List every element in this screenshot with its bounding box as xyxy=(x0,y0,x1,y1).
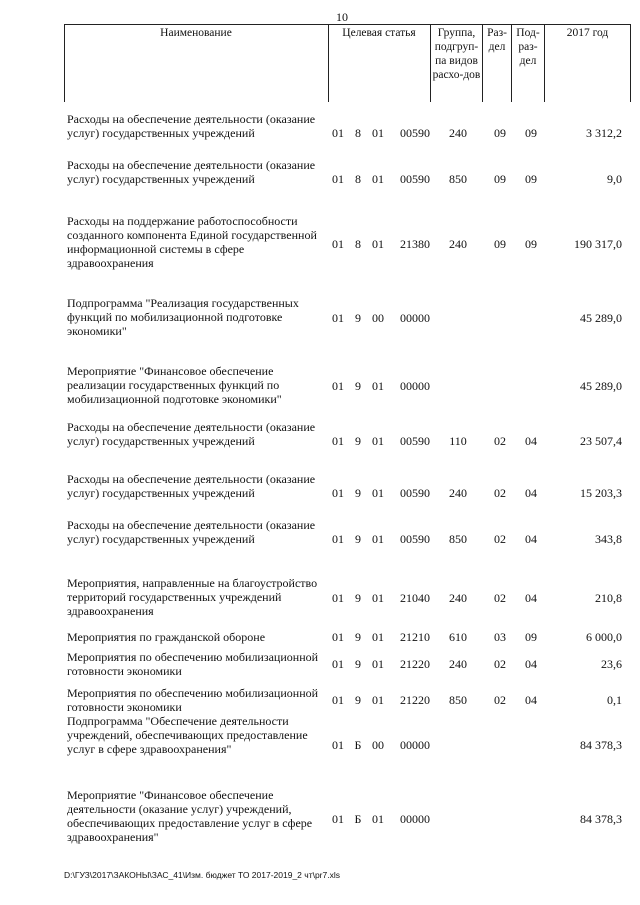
row-code-pr: 09 xyxy=(525,126,537,140)
row-code-grp: 610 xyxy=(449,630,467,644)
row-code-b: Б xyxy=(354,812,362,826)
table-row xyxy=(0,214,640,274)
row-code-rz: 02 xyxy=(494,591,506,605)
row-code-a: 01 xyxy=(332,486,344,500)
page-number: 10 xyxy=(336,10,348,24)
row-code-c: 01 xyxy=(372,237,384,251)
row-amount: 343,8 xyxy=(595,532,622,546)
row-code-d: 00000 xyxy=(400,812,430,826)
table-row xyxy=(0,518,640,560)
row-code-a: 01 xyxy=(332,657,344,671)
row-code-a: 01 xyxy=(332,434,344,448)
row-code-b: 8 xyxy=(355,126,361,140)
table-row xyxy=(0,788,640,850)
row-name: Расходы на обеспечение деятельности (оказание услуг) государственных учреждений xyxy=(67,518,316,546)
row-code-grp: 240 xyxy=(449,126,467,140)
row-code-pr: 04 xyxy=(525,434,537,448)
row-code-d: 21040 xyxy=(400,591,430,605)
table-row xyxy=(0,112,640,154)
row-code-c: 01 xyxy=(372,630,384,644)
row-code-pr: 04 xyxy=(525,591,537,605)
row-code-b: 9 xyxy=(355,311,361,325)
row-name: Мероприятие "Финансовое обеспечение реализации государственных функций по мобилизационной подготовке экономики" xyxy=(67,364,282,406)
row-amount: 23,6 xyxy=(601,657,622,671)
row-amount: 210,8 xyxy=(595,591,622,605)
row-code-a: 01 xyxy=(332,630,344,644)
row-code-d: 00590 xyxy=(400,486,430,500)
row-code-c: 01 xyxy=(372,657,384,671)
row-code-c: 01 xyxy=(372,126,384,140)
table-row xyxy=(0,296,640,340)
row-code-c: 01 xyxy=(372,591,384,605)
row-code-c: 01 xyxy=(372,486,384,500)
row-code-d: 21220 xyxy=(400,693,430,707)
row-code-d: 21380 xyxy=(400,237,430,251)
row-code-grp: 240 xyxy=(449,237,467,251)
header-target-article: Целевая статья xyxy=(342,27,416,39)
footer-file-path: D:\ГУЗ\2017\ЗАКОНЫ\ЗАС_41\Изм. бюджет ТО 2017-2019_2 чт\pr7.xls xyxy=(64,870,340,880)
row-code-b: 9 xyxy=(355,657,361,671)
row-code-b: 9 xyxy=(355,532,361,546)
row-name: Мероприятия, направленные на благоустройство территорий государственных учреждений здравоохранения xyxy=(67,576,318,618)
table-row xyxy=(0,364,640,408)
row-name: Мероприятия по обеспечению мобилизационной готовности экономики xyxy=(67,686,319,714)
row-code-d: 00590 xyxy=(400,126,430,140)
row-name: Расходы на обеспечение деятельности (оказание услуг) государственных учреждений xyxy=(67,158,316,186)
row-code-b: 8 xyxy=(355,237,361,251)
row-code-pr: 09 xyxy=(525,172,537,186)
row-name: Мероприятия по обеспечению мобилизационной готовности экономики xyxy=(67,650,319,678)
header-year: 2017 год xyxy=(566,27,609,39)
row-amount: 45 289,0 xyxy=(580,311,622,325)
table-row xyxy=(0,650,640,678)
row-code-a: 01 xyxy=(332,379,344,393)
row-code-grp: 110 xyxy=(449,434,467,448)
row-code-rz: 09 xyxy=(494,237,506,251)
row-code-c: 01 xyxy=(372,693,384,707)
row-code-a: 01 xyxy=(332,812,344,826)
row-code-grp: 240 xyxy=(449,591,467,605)
row-code-a: 01 xyxy=(332,591,344,605)
row-name: Мероприятие "Финансовое обеспечение деятельности (оказание услуг) учреждений, обеспечивающих предоставление услуг в сфере здравоохранения" xyxy=(67,788,313,844)
row-code-a: 01 xyxy=(332,693,344,707)
row-code-rz: 02 xyxy=(494,657,506,671)
row-code-pr: 04 xyxy=(525,532,537,546)
row-amount: 45 289,0 xyxy=(580,379,622,393)
table-row xyxy=(0,714,640,776)
row-code-c: 01 xyxy=(372,434,384,448)
row-code-a: 01 xyxy=(332,237,344,251)
row-amount: 23 507,4 xyxy=(580,434,622,448)
row-code-grp: 240 xyxy=(449,657,467,671)
row-name: Мероприятия по гражданской обороне xyxy=(67,630,266,644)
row-amount: 6 000,0 xyxy=(586,630,622,644)
row-code-c: 01 xyxy=(372,532,384,546)
row-code-d: 00590 xyxy=(400,532,430,546)
row-code-b: 9 xyxy=(355,434,361,448)
row-code-a: 01 xyxy=(332,126,344,140)
row-code-grp: 850 xyxy=(449,693,467,707)
header-razdel: Раз-дел xyxy=(487,27,507,53)
header-podrazdel: Под-раз-дел xyxy=(516,27,540,67)
row-code-c: 01 xyxy=(372,379,384,393)
row-code-d: 00000 xyxy=(400,738,430,752)
row-code-c: 00 xyxy=(372,738,384,752)
row-code-b: 9 xyxy=(355,630,361,644)
row-name: Расходы на обеспечение деятельности (оказание услуг) государственных учреждений xyxy=(67,472,316,500)
row-code-d: 00590 xyxy=(400,434,430,448)
row-amount: 9,0 xyxy=(607,172,622,186)
row-name: Подпрограмма "Обеспечение деятельности учреждений, обеспечивающих предоставление услуг в сфере здравоохранения" xyxy=(67,714,308,756)
header-expense-group: Группа, подгруп-па видов расхо-дов xyxy=(432,27,481,81)
row-name: Расходы на обеспечение деятельности (оказание услуг) государственных учреждений xyxy=(67,420,316,448)
row-code-pr: 04 xyxy=(525,693,537,707)
row-code-c: 00 xyxy=(372,311,384,325)
table-row xyxy=(0,686,640,714)
row-code-pr: 09 xyxy=(525,237,537,251)
row-code-pr: 04 xyxy=(525,657,537,671)
row-code-b: Б xyxy=(354,738,362,752)
row-amount: 190 317,0 xyxy=(574,237,622,251)
row-code-rz: 09 xyxy=(494,172,506,186)
row-code-d: 21220 xyxy=(400,657,430,671)
row-amount: 15 203,3 xyxy=(580,486,622,500)
row-code-rz: 02 xyxy=(494,434,506,448)
row-code-pr: 04 xyxy=(525,486,537,500)
table-row xyxy=(0,472,640,514)
row-code-c: 01 xyxy=(372,172,384,186)
row-code-b: 8 xyxy=(355,172,361,186)
row-code-d: 00000 xyxy=(400,311,430,325)
table-row xyxy=(0,576,640,620)
row-code-b: 9 xyxy=(355,486,361,500)
row-code-rz: 03 xyxy=(494,630,506,644)
row-code-a: 01 xyxy=(332,311,344,325)
row-name: Расходы на поддержание работоспособности созданного компонента Единой государственной информационной системы в сфере здравоохранения xyxy=(67,214,317,270)
row-code-b: 9 xyxy=(355,693,361,707)
row-amount: 84 378,3 xyxy=(580,812,622,826)
row-code-c: 01 xyxy=(372,812,384,826)
row-code-rz: 02 xyxy=(494,486,506,500)
row-code-a: 01 xyxy=(332,738,344,752)
row-code-a: 01 xyxy=(332,172,344,186)
row-code-d: 00590 xyxy=(400,172,430,186)
row-code-rz: 09 xyxy=(494,126,506,140)
row-code-b: 9 xyxy=(355,591,361,605)
row-name: Расходы на обеспечение деятельности (оказание услуг) государственных учреждений xyxy=(67,112,316,140)
row-code-grp: 850 xyxy=(449,172,467,186)
row-code-pr: 09 xyxy=(525,630,537,644)
row-code-b: 9 xyxy=(355,379,361,393)
row-amount: 3 312,2 xyxy=(586,126,622,140)
row-amount: 0,1 xyxy=(607,693,622,707)
row-code-rz: 02 xyxy=(494,693,506,707)
row-code-a: 01 xyxy=(332,532,344,546)
table-row xyxy=(0,420,640,462)
row-code-grp: 850 xyxy=(449,532,467,546)
header-name: Наименование xyxy=(160,27,232,39)
row-code-d: 21210 xyxy=(400,630,430,644)
row-amount: 84 378,3 xyxy=(580,738,622,752)
row-code-d: 00000 xyxy=(400,379,430,393)
table-row xyxy=(0,158,640,200)
row-code-rz: 02 xyxy=(494,532,506,546)
row-code-grp: 240 xyxy=(449,486,467,500)
table-row xyxy=(0,630,640,644)
row-name: Подпрограмма "Реализация государственных функций по мобилизационной подготовке экономики" xyxy=(67,296,299,338)
